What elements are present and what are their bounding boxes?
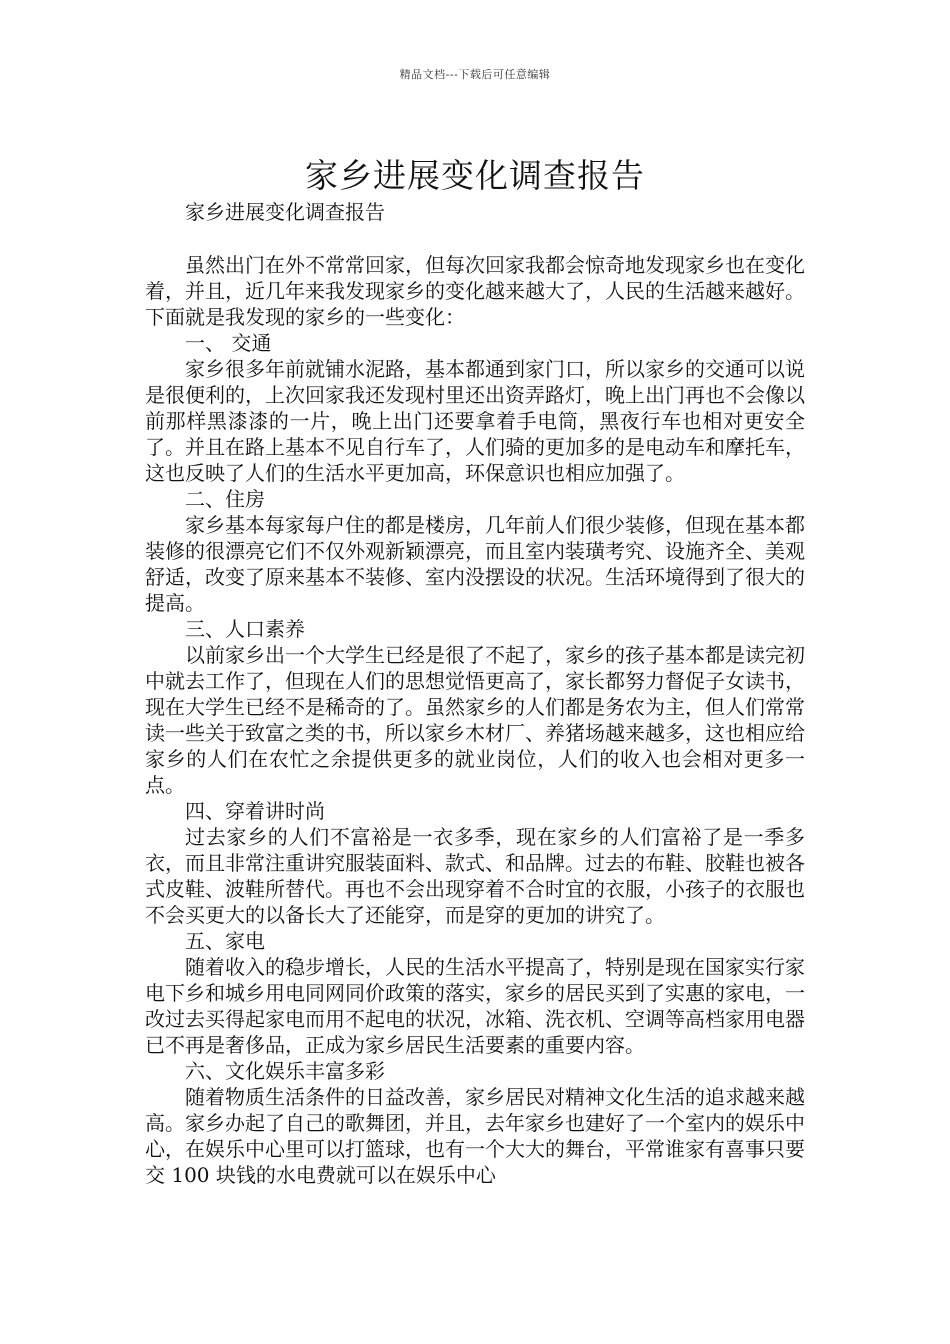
paragraph-appliances: 随着收入的稳步增长，人民的生活水平提高了，特别是现在国家实行家电下乡和城乡用电同网同价政策的落实，家乡的居民买到了实惠的家电，一改过去买得起家电而用不起电的状况，冰箱、洗衣机、空调等高档家用电器已不再是奢侈品，正成为家乡居民生活要素的重要内容。 — [145, 955, 805, 1057]
section-heading-culture: 六、文化娱乐丰富多彩 — [185, 1059, 385, 1083]
paragraph-housing: 家乡基本每家每户住的都是楼房，几年前人们很少装修，但现在基本都装修的很漂亮它们不仅外观新颖漂亮，而且室内装璜考究、设施齐全、美观舒适，改变了原来基本不装修、室内没摆设的状况。生活环境得到了很大的提高。 — [145, 513, 805, 615]
paragraph-intro: 虽然出门在外不常常回家，但每次回家我都会惊奇地发现家乡也在变化着，并且，近几年来我发现家乡的变化越来越大了，人民的生活越来越好。下面就是我发现的家乡的一些变化： — [145, 253, 805, 329]
section-heading-fashion: 四、穿着讲时尚 — [185, 799, 325, 823]
document-title: 家乡进展变化调查报告 — [305, 156, 645, 196]
paragraph-transport: 家乡很多年前就铺水泥路，基本都通到家门口，所以家乡的交通可以说是很便利的，上次回家我还发现村里还出资弄路灯，晚上出门再也不会像以前那样黑漆漆的一片，晚上出门还要拿着手电筒，黑夜行车也相对更安全了。并且在路上基本不见自行车了，人们骑的更加多的是电动车和摩托车，这也反映了人们的生活水平更加高，环保意识也相应加强了。 — [145, 357, 805, 485]
document-subtitle: 家乡进展变化调查报告 — [185, 200, 385, 224]
paragraph-population: 以前家乡出一个大学生已经是很了不起了，家乡的孩子基本都是读完初中就去工作了，但现在人们的思想觉悟更高了，家长都努力督促子女读书，现在大学生已经不是稀奇的了。虽然家乡的人们都是务农为主，但人们常常读一些关于致富之类的书，所以家乡木材厂、养猪场越来越多，这也相应给家乡的人们在农忙之余提供更多的就业岗位，人们的收入也会相对更多一点。 — [145, 643, 805, 797]
section-heading-transport: 一、 交通 — [185, 331, 272, 355]
paragraph-fashion: 过去家乡的人们不富裕是一衣多季，现在家乡的人们富裕了是一季多衣，而且非常注重讲究服装面料、款式、和品牌。过去的布鞋、胶鞋也被各式皮鞋、波鞋所替代。再也不会出现穿着不合时宜的衣服，小孩子的衣服也不会买更大的以备长大了还能穿，而是穿的更加的讲究了。 — [145, 825, 805, 927]
paragraph-culture: 随着物质生活条件的日益改善，家乡居民对精神文化生活的追求越来越高。家乡办起了自己的歌舞团，并且，去年家乡也建好了一个室内的娱乐中心，在娱乐中心里可以打篮球，也有一个大大的舞台，平常谁家有喜事只要交 100 块钱的水电费就可以在娱乐中心 — [145, 1085, 805, 1187]
header-note: 精品文档---下载后可任意编辑 — [399, 68, 551, 81]
section-heading-housing: 二、住房 — [185, 487, 265, 511]
section-heading-population: 三、人口素养 — [185, 617, 305, 641]
section-heading-appliances: 五、家电 — [185, 929, 265, 953]
document-body — [145, 198, 805, 1188]
